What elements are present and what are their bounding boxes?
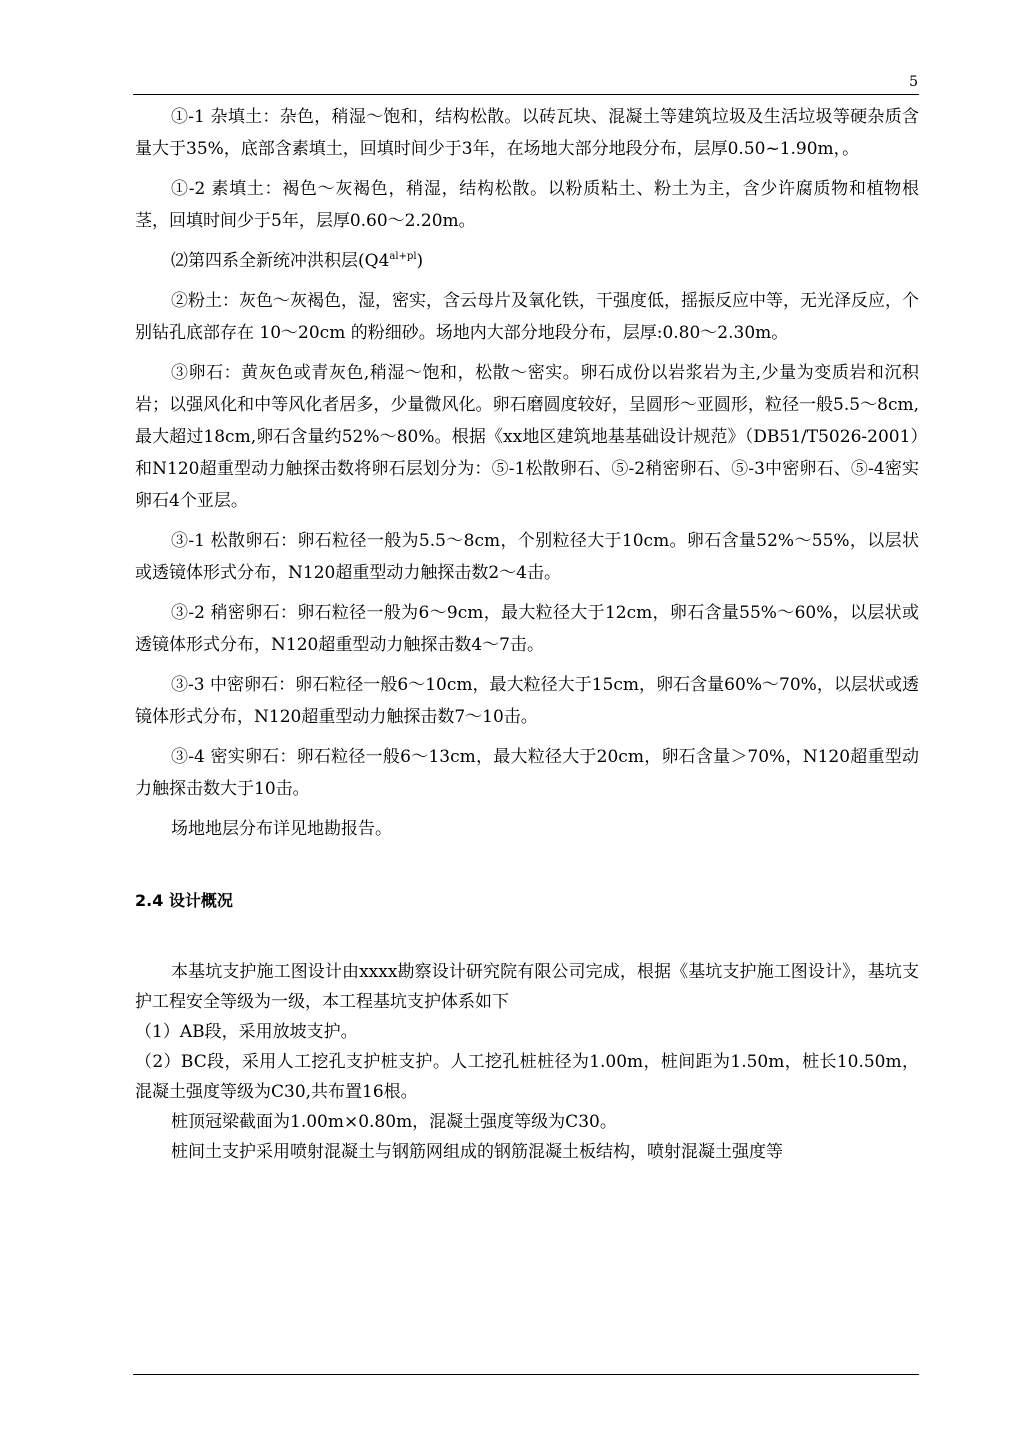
paragraph-fill-mixed: ①-1 杂填土：杂色，稍湿～饱和，结构松散。以砖瓦块、混凝土等建筑垃圾及生活垃圾等硬杂质含量大于35%，底部含素填土，回填时间少于3年，在场地大部分地段分布，层厚0.50~1.90m，。	[135, 107, 919, 159]
footer-rule	[133, 1374, 919, 1375]
paragraph-cobble-medium-dense: ③-3 中密卵石：卵石粒径一般6～10cm，最大粒径大于15cm，卵石含量60%～70%，以层状或透镜体形式分布，N120超重型动力触探击数7～10击。	[135, 675, 919, 727]
section-number: 2.4	[135, 891, 164, 910]
alluvial-heading-sup: al+pl	[389, 251, 417, 262]
paragraph-cobble-slightly-dense: ③-2 稍密卵石：卵石粒径一般为6～9cm，最大粒径大于12cm，卵石含量55%～60%，以层状或透镜体形式分布，N120超重型动力触探击数4～7击。	[135, 603, 919, 655]
paragraph-fill-plain: ①-2 素填土：褐色～灰褐色，稍湿，结构松散。以粉质粘土、粉土为主，含少许腐质物和植物根茎，回填时间少于5年，层厚0.60～2.20m。	[135, 179, 919, 231]
page-number: 5	[909, 74, 918, 90]
paragraph-cobble: ③卵石：黄灰色或青灰色,稍湿～饱和，松散～密实。卵石成份以岩浆岩为主,少量为变质岩和沉积岩；以强风化和中等风化者居多，少量微风化。卵石磨圆度较好，呈圆形～亚圆形，粒径一般5.5～8cm,最大超过18cm,卵石含量约52%～80%。根据《xx地区建筑地基基础设计规范》（DB51/T5026-2001）和N120超重型动力触探击数将卵石层划分为：⑤-1松散卵石、⑤-2稍密卵石、⑤-3中密卵石、⑤-4密实卵石4个亚层。	[135, 363, 919, 511]
paragraph-design-intro: 本基坑支护施工图设计由xxxx勘察设计研究院有限公司完成，根据《基坑支护施工图设计》，基坑支护工程安全等级为一级，本工程基坑支护体系如下	[135, 962, 919, 1012]
list-item-ab: （1）AB段，采用放坡支护。	[135, 1022, 358, 1042]
paragraph-cobble-dense: ③-4 密实卵石：卵石粒径一般6～13cm，最大粒径大于20cm，卵石含量＞70%，N120超重型动力触探击数大于10击。	[135, 747, 919, 799]
body-text	[135, 101, 919, 1167]
section-title: 设计概况	[168, 891, 233, 910]
list-item-bc: （2）BC段，采用人工挖孔支护桩支护。人工挖孔桩桩径为1.00m，桩间距为1.50m，桩长10.50m，混凝土强度等级为C30,共布置16根。	[135, 1052, 919, 1102]
alluvial-heading-prefix: ⑵第四系全新统冲洪积层(Q	[171, 251, 379, 271]
paragraph-distribution-note: 场地地层分布详见地勘报告。	[171, 819, 392, 839]
paragraph-cobble-loose: ③-1 松散卵石：卵石粒径一般为5.5～8cm，个别粒径大于10cm。卵石含量52%～55%，以层状或透镜体形式分布，N120超重型动力触探击数2～4击。	[135, 531, 919, 583]
paragraph-silt: ②粉土：灰色～灰褐色，湿，密实，含云母片及氧化铁，干强度低，摇振反应中等，无光泽反应，个别钻孔底部存在 10～20cm 的粉细砂。场地内大部分地段分布，层厚:0.80～2.30m。	[135, 291, 919, 343]
alluvial-heading-suffix: )	[416, 251, 424, 271]
paragraph-crown-beam: 桩顶冠梁截面为1.00m×0.80m，混凝土强度等级为C30。	[171, 1112, 617, 1132]
section-heading	[135, 845, 919, 957]
alluvial-layer-heading	[135, 245, 919, 277]
alluvial-heading-sub: 4	[378, 251, 390, 271]
header-rule	[133, 94, 919, 95]
paragraph-inter-pile: 桩间土支护采用喷射混凝土与钢筋网组成的钢筋混凝土板结构，喷射混凝土强度等	[171, 1142, 783, 1162]
